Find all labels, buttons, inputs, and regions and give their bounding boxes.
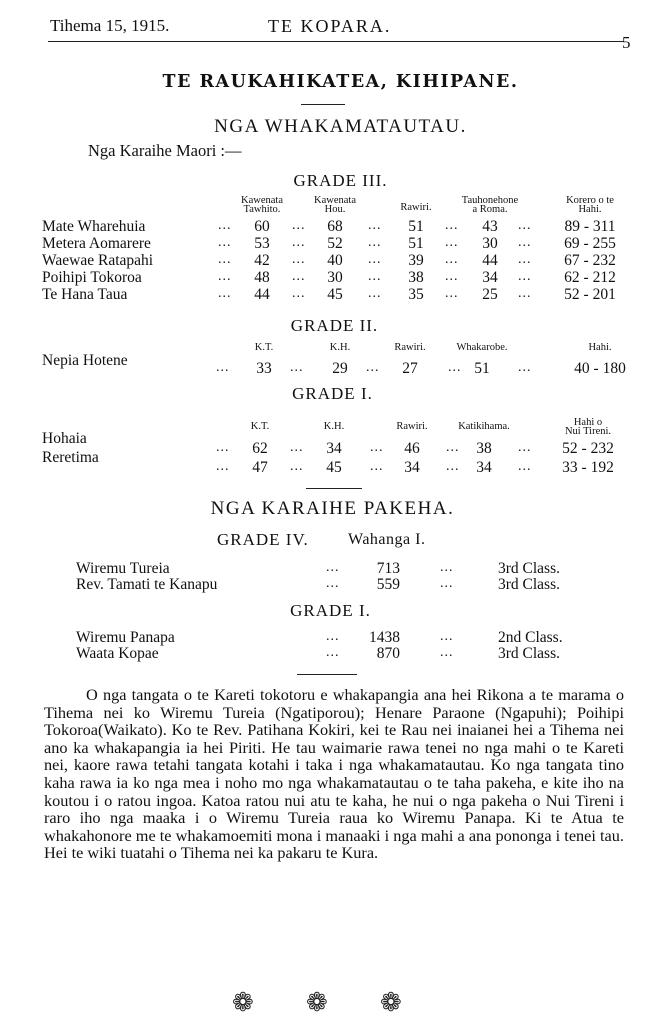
score-value: 30 bbox=[482, 235, 498, 252]
student-name: Nepia Hotene bbox=[42, 352, 128, 369]
score-value: 34 bbox=[326, 440, 342, 457]
dot-leader: ... bbox=[518, 269, 532, 284]
dot-leader: ... bbox=[218, 252, 232, 267]
header-publication: TE KOPARA. bbox=[268, 16, 392, 36]
dot-leader: ... bbox=[518, 360, 532, 375]
dot-leader: ... bbox=[445, 235, 459, 250]
score-value: 48 bbox=[254, 269, 270, 286]
score-value: 67 - 232 bbox=[564, 252, 616, 269]
score-value: 52 - 232 bbox=[562, 440, 614, 457]
header-rule bbox=[48, 41, 624, 42]
score-value: 42 bbox=[254, 252, 270, 269]
dot-leader: ... bbox=[440, 629, 454, 644]
dot-leader: ... bbox=[368, 269, 382, 284]
flower-ornament-icon: ❁ bbox=[232, 988, 254, 1017]
student-name: Metera Aomarere bbox=[42, 235, 151, 252]
grade1-maori-heading: GRADE I. bbox=[292, 384, 373, 403]
column-header: Rawiri. bbox=[400, 202, 432, 213]
dot-leader: ... bbox=[518, 235, 532, 250]
student-name: Reretima bbox=[42, 449, 99, 466]
dot-leader: ... bbox=[440, 560, 454, 575]
dot-leader: ... bbox=[216, 360, 230, 375]
dot-leader: ... bbox=[448, 360, 462, 375]
dot-leader: ... bbox=[292, 269, 306, 284]
column-header: K.T. bbox=[250, 421, 270, 432]
dot-leader: ... bbox=[445, 218, 459, 233]
article-title: TE RAUKAHIKATEA, KIHIPANE. bbox=[162, 72, 519, 92]
column-header: Kawenata bbox=[314, 195, 356, 206]
score-value: 52 bbox=[327, 235, 343, 252]
dot-leader: ... bbox=[290, 440, 304, 455]
score-value: 27 bbox=[402, 360, 418, 377]
dot-leader: ... bbox=[518, 459, 532, 474]
dot-leader: ... bbox=[292, 218, 306, 233]
column-header-line2: a Roma. bbox=[472, 204, 508, 215]
score-value: 38 bbox=[408, 269, 424, 286]
grade3-heading: GRADE III. bbox=[293, 171, 388, 190]
dot-leader: ... bbox=[368, 286, 382, 301]
student-name: Poihipi Tokoroa bbox=[42, 269, 142, 286]
score-value: 870 bbox=[376, 645, 400, 662]
dot-leader: ... bbox=[290, 360, 304, 375]
column-header: Tauhonehone bbox=[461, 195, 519, 206]
score-value: 69 - 255 bbox=[564, 235, 616, 252]
column-header-line2: Nui Tireni. bbox=[564, 426, 612, 437]
student-name: Mate Wharehuia bbox=[42, 218, 146, 235]
paragraph-rule bbox=[297, 674, 357, 675]
score-value: 559 bbox=[376, 576, 400, 593]
score-value: 33 - 192 bbox=[562, 459, 614, 476]
column-header-line2: Hou. bbox=[324, 204, 346, 215]
score-value: 39 bbox=[408, 252, 424, 269]
dot-leader: ... bbox=[368, 218, 382, 233]
grade4-subheading: Wahanga I. bbox=[348, 531, 426, 548]
column-header: K.H. bbox=[323, 421, 345, 432]
score-value: 52 - 201 bbox=[564, 286, 616, 303]
column-header: K.H. bbox=[329, 342, 351, 353]
dot-leader: ... bbox=[446, 440, 460, 455]
dot-leader: ... bbox=[216, 440, 230, 455]
score-value: 33 bbox=[256, 360, 272, 377]
score-value: 40 - 180 bbox=[574, 360, 626, 377]
dot-leader: ... bbox=[290, 459, 304, 474]
column-header: Korero o te bbox=[566, 195, 614, 206]
dot-leader: ... bbox=[445, 269, 459, 284]
column-header: Hahi. bbox=[588, 342, 612, 353]
dot-leader: ... bbox=[218, 218, 232, 233]
dot-leader: ... bbox=[445, 252, 459, 267]
dot-leader: ... bbox=[292, 286, 306, 301]
dot-leader: ... bbox=[218, 235, 232, 250]
score-value: 34 bbox=[476, 459, 492, 476]
header-date: Tihema 15, 1915. bbox=[50, 16, 170, 35]
score-value: 25 bbox=[482, 286, 498, 303]
dot-leader: ... bbox=[326, 645, 340, 660]
dot-leader: ... bbox=[368, 235, 382, 250]
score-value: 29 bbox=[332, 360, 348, 377]
student-name: Waata Kopae bbox=[76, 645, 159, 662]
column-header: K.T. bbox=[254, 342, 274, 353]
score-value: 34 bbox=[404, 459, 420, 476]
dot-leader: ... bbox=[445, 286, 459, 301]
section-pakeha-heading: NGA KARAIHE PAKEHA. bbox=[210, 498, 455, 519]
score-value: 89 - 311 bbox=[564, 218, 616, 235]
grade4-heading: GRADE IV. bbox=[217, 530, 309, 549]
class-result: 3rd Class. bbox=[498, 645, 560, 662]
score-value: 47 bbox=[252, 459, 268, 476]
score-value: 60 bbox=[254, 218, 270, 235]
student-name: Wiremu Tureia bbox=[76, 560, 170, 577]
column-header: Whakarobe. bbox=[456, 342, 508, 353]
flower-ornament-icon: ❁ bbox=[306, 988, 328, 1017]
score-value: 62 - 212 bbox=[564, 269, 616, 286]
score-value: 34 bbox=[482, 269, 498, 286]
student-name: Waewae Ratapahi bbox=[42, 252, 154, 269]
dot-leader: ... bbox=[366, 360, 380, 375]
dot-leader: ... bbox=[326, 576, 340, 591]
dot-leader: ... bbox=[218, 269, 232, 284]
section-exams-heading: NGA WHAKAMATAUTAU. bbox=[214, 116, 467, 137]
grade1-pakeha-heading: GRADE I. bbox=[290, 601, 371, 620]
dot-leader: ... bbox=[440, 645, 454, 660]
dot-leader: ... bbox=[216, 459, 230, 474]
dot-leader: ... bbox=[518, 252, 532, 267]
grade2-heading: GRADE II. bbox=[290, 316, 379, 335]
class-result: 3rd Class. bbox=[498, 560, 560, 577]
student-name: Hohaia bbox=[42, 430, 87, 447]
score-value: 68 bbox=[327, 218, 343, 235]
column-header-line2: Hahi. bbox=[578, 204, 602, 215]
score-value: 1438 bbox=[369, 629, 400, 646]
title-rule bbox=[301, 104, 345, 105]
class-result: 3rd Class. bbox=[498, 576, 560, 593]
column-header: Kawenata bbox=[241, 195, 283, 206]
dot-leader: ... bbox=[518, 218, 532, 233]
dot-leader: ... bbox=[446, 459, 460, 474]
flower-ornament-icon: ❁ bbox=[380, 988, 402, 1017]
maori-classes-label: Nga Karaihe Maori :— bbox=[88, 141, 242, 160]
dot-leader: ... bbox=[326, 629, 340, 644]
score-value: 713 bbox=[376, 560, 400, 577]
closing-paragraph: O nga tangata o te Kareti tokotoru e whakapangia ana hei Rikona a te marama o Tihema nei ko Wiremu Tureia (Ngatiporou); Henare Paraone (Ngapuhi); Poihipi Tokoroa(Waikato). Ko te Rev. Patihana Kokiri, kei te Rau nei inaianei hei a Tihema nei ano ka whakapangia ia hei Piriti. He tau waimarie rawa tenei no nga mahi o te Kareti nei, kaore rawa tetahi tangata kotahi i taka i nga whakamatautau. Ko nga tangata tino kaha rawa ia ko nga mea i noho mo nga whakamatautau o te taha pakeha, e kite iho na koutou i o ratou ingoa. Katoa ratou nui atu te kaha, he nui o nga pakeha o Nui Tireni i raro iho nga maaka i o Wiremu Tureia raua ko Wiremu Panapa. Ki te Atua te whakahonore me te whakamoemiti mona i manaaki i nga mahi a ana pononga i tenei tau. Hei te wiki tuatahi o Tihema nei ka pakaru te Kura. bbox=[44, 685, 624, 863]
score-value: 40 bbox=[327, 252, 343, 269]
page-number: 5 bbox=[622, 33, 631, 52]
score-value: 43 bbox=[482, 218, 498, 235]
column-header-line2: Tawhito. bbox=[243, 204, 281, 215]
score-value: 53 bbox=[254, 235, 270, 252]
column-header: Hahi o bbox=[573, 417, 603, 428]
score-value: 51 bbox=[408, 235, 424, 252]
dot-leader: ... bbox=[370, 440, 384, 455]
column-header: Rawiri. bbox=[394, 342, 426, 353]
student-name: Wiremu Panapa bbox=[76, 629, 175, 646]
score-value: 45 bbox=[327, 286, 343, 303]
dot-leader: ... bbox=[292, 235, 306, 250]
score-value: 44 bbox=[254, 286, 270, 303]
score-value: 46 bbox=[404, 440, 420, 457]
student-name: Rev. Tamati te Kanapu bbox=[76, 576, 218, 593]
student-name: Te Hana Taua bbox=[42, 286, 128, 303]
dot-leader: ... bbox=[518, 286, 532, 301]
dot-leader: ... bbox=[218, 286, 232, 301]
column-header: Katikihama. bbox=[458, 421, 510, 432]
section-rule bbox=[306, 488, 362, 489]
score-value: 51 bbox=[474, 360, 490, 377]
score-value: 51 bbox=[408, 218, 424, 235]
score-value: 35 bbox=[408, 286, 424, 303]
dot-leader: ... bbox=[440, 576, 454, 591]
dot-leader: ... bbox=[518, 440, 532, 455]
dot-leader: ... bbox=[326, 560, 340, 575]
dot-leader: ... bbox=[368, 252, 382, 267]
score-value: 62 bbox=[252, 440, 268, 457]
column-header: Rawiri. bbox=[396, 421, 428, 432]
dot-leader: ... bbox=[370, 459, 384, 474]
score-value: 38 bbox=[476, 440, 492, 457]
dot-leader: ... bbox=[292, 252, 306, 267]
class-result: 2nd Class. bbox=[498, 629, 563, 646]
score-value: 44 bbox=[482, 252, 498, 269]
score-value: 30 bbox=[327, 269, 343, 286]
score-value: 45 bbox=[326, 459, 342, 476]
